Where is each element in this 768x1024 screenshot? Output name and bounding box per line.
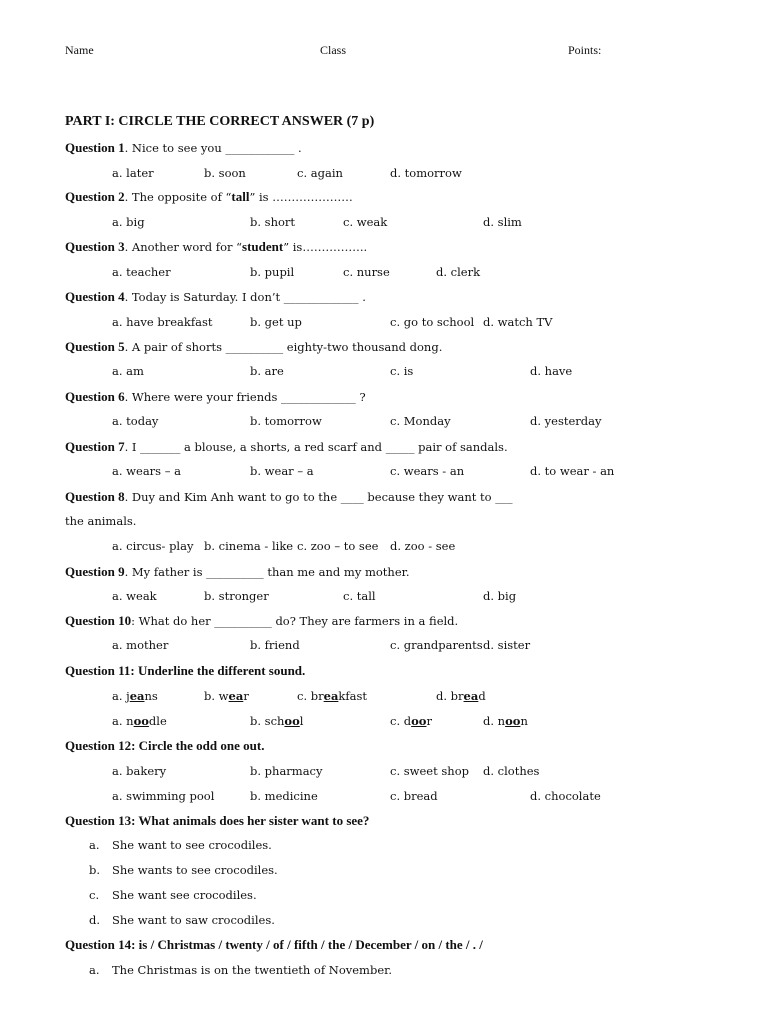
option-c[interactable]: c. Monday	[390, 414, 451, 428]
option-d[interactable]: d. tomorrow	[390, 166, 462, 180]
question-2	[65, 189, 353, 205]
question-text: . Nice to see you ____________ .	[124, 141, 302, 155]
option-b[interactable]: b. cinema - like	[204, 539, 294, 553]
question-3-options	[0, 265, 768, 281]
question-2-options	[0, 215, 768, 231]
option-d[interactable]: d. bread	[436, 689, 486, 703]
option-a[interactable]: a. jeans	[112, 689, 158, 703]
question-label: Question 3	[65, 239, 125, 254]
part-title: PART I: CIRCLE THE CORRECT ANSWER (7 p)	[65, 114, 375, 129]
option-b[interactable]: b. medicine	[250, 789, 318, 803]
question-text-post: ” is……………..	[283, 240, 368, 254]
option-a[interactable]: a. am	[112, 364, 144, 378]
question-text: . I _______ a blouse, a shorts, a red scarf and _____ pair of sandals.	[124, 440, 508, 454]
question-label: Question 6	[65, 389, 125, 404]
option-b[interactable]: b. are	[250, 364, 284, 378]
option-c[interactable]: c. grandparents	[390, 638, 483, 652]
question-text-post: ” is …………………	[249, 190, 353, 204]
question-label: Question 11: Underline the different sound.	[65, 663, 306, 678]
option-d[interactable]: d. chocolate	[530, 789, 601, 803]
option-d[interactable]: d. slim	[483, 215, 522, 229]
question-7-options	[0, 464, 768, 480]
question-label: Question 5	[65, 339, 125, 354]
option-d[interactable]: d. clothes	[483, 764, 540, 778]
option-b[interactable]: b. stronger	[204, 589, 269, 603]
option-a[interactable]: a. wears – a	[112, 464, 181, 478]
question-label: Question 9	[65, 564, 125, 579]
question-label: Question 13: What animals does her sister want to see?	[65, 813, 370, 828]
option-d[interactable]: d. big	[483, 589, 517, 603]
question-text-pre: . Another word for “	[124, 240, 243, 254]
question-12	[65, 738, 264, 754]
question-5-options	[0, 364, 768, 380]
class-label: Class	[320, 43, 347, 57]
question-keyword: student	[242, 239, 284, 254]
option-d[interactable]: d. clerk	[436, 265, 481, 279]
option-d[interactable]: d. noon	[483, 714, 528, 728]
question-label: Question 2	[65, 189, 125, 204]
option-a[interactable]: a. noodle	[112, 714, 167, 728]
question-text: . Where were your friends _____________ ?	[124, 390, 366, 404]
question-9-options	[0, 589, 768, 605]
question-label: Question 14: is / Christmas / twenty / of / fifth / the / December / on / the / . /	[65, 937, 483, 952]
question-text: . Duy and Kim Anh want to go to the ____ because they want to ___	[124, 490, 513, 504]
option-a[interactable]: a. mother	[112, 638, 169, 652]
option-d[interactable]: d. sister	[483, 638, 531, 652]
question-text: . Today is Saturday. I don’t _____________ .	[124, 290, 366, 304]
question-11-options-row-2	[0, 714, 768, 730]
question-7	[65, 439, 508, 455]
question-text: . My father is __________ than me and my mother.	[124, 565, 410, 579]
option-b[interactable]: b. get up	[250, 315, 302, 329]
question-13	[65, 813, 369, 829]
option-a[interactable]: a. swimming pool	[112, 789, 215, 803]
option-a[interactable]: a. later	[112, 166, 154, 180]
option-d[interactable]: d. have	[530, 364, 573, 378]
option-d[interactable]: d. yesterday	[530, 414, 602, 428]
option-c[interactable]: c. sweet shop	[390, 764, 469, 778]
question-1-options	[0, 166, 768, 182]
points-label: Points:	[568, 43, 602, 57]
question-keyword: tall	[231, 189, 250, 204]
question-text-pre: . The opposite of “	[124, 190, 232, 204]
question-12-options-row-1	[0, 764, 768, 780]
option-c[interactable]: c. zoo – to see	[297, 539, 379, 553]
question-9	[65, 564, 410, 580]
question-label: Question 7	[65, 439, 125, 454]
option-c[interactable]: c. is	[390, 364, 414, 378]
option-b[interactable]: b. friend	[250, 638, 300, 652]
question-12-options-row-2	[0, 789, 768, 805]
option-c[interactable]: c. nurse	[343, 265, 390, 279]
question-8	[65, 489, 513, 505]
option-c[interactable]: c. tall	[343, 589, 376, 603]
option-d[interactable]: d. to wear - an	[530, 464, 615, 478]
option-c[interactable]: c. weak	[343, 215, 388, 229]
option-b[interactable]: b. school	[250, 714, 304, 728]
option-b[interactable]: b. pupil	[250, 265, 295, 279]
question-10	[65, 613, 458, 629]
question-text-cont: the animals.	[65, 514, 137, 528]
question-label: Question 4	[65, 289, 125, 304]
option-c[interactable]: c. again	[297, 166, 343, 180]
question-6	[65, 389, 366, 405]
worksheet: Name Class Points: PART I: CIRCLE THE CORRECT ANSWER (7 p) Question 1. Nice to see you ____________ . a. later b. soon c. again d. tomorrow Question 2. The opposite of “tall” is ………………… a. big b. short c. weak d. slim Question 3. Another word for “student” is…………….. a. teacher b. pupil c. nurse d. clerk Question 4. Today is Saturday. I don’t _____________ . a. have breakfast b. get up c. go to school d. watch TV Question 5. A pair of shorts __________ eighty-two thousand dong. a. am b. are c. is d. have Question 6. Where were your friends _____________ ? a. today b. tomorrow c. Monday d. yesterday Question 7. I _______ a blouse, a shorts, a red scarf and _____ pair of sandals. a. wears – a b. wear – a c. wears - an d. to wear - an Question 8. Duy and Kim Anh want to go to the ____ because they want to ___ the animals. a. circus- play b. cinema - like c. zoo – to see d. zoo - see Question 9. My father is __________ than me and my mother. a. weak b. stronger c. tall d. big Question 10: What do her __________ do? They are farmers in a field. a. mother b. friend c. grandparents d. sister Question 11: Underline the different sound. a. jeans b. wear c. breakfast d. bread a. noodle b. school c. door d. noon Question 12: Circle the odd one out. a. bakery b. pharmacy c. sweet shop d. clothes a. swimming pool b. medicine c. bread d. chocolate Question 13: What animals does her sister want to see? a. She want to see crocodiles. b. She wants to see crocodiles. c. She want see crocodiles. d. She want to saw crocodiles. Question 14: is / Christmas / twenty / of / fifth / the / December / on / the / . / a. The Christmas is on the twentieth of November.	[0, 0, 768, 1024]
question-10-options	[0, 638, 768, 654]
question-label: Question 1	[65, 140, 125, 155]
question-3	[65, 239, 367, 255]
option-a[interactable]: a. today	[112, 414, 159, 428]
question-6-options	[0, 414, 768, 430]
question-label: Question 10	[65, 613, 132, 628]
question-label: Question 12: Circle the odd one out.	[65, 738, 265, 753]
option-b[interactable]: b. pharmacy	[250, 764, 323, 778]
question-label: Question 8	[65, 489, 125, 504]
name-label: Name	[65, 43, 94, 57]
option-b[interactable]: b. tomorrow	[250, 414, 322, 428]
option-c[interactable]: c. go to school	[390, 315, 475, 329]
option-d[interactable]: d. zoo - see	[390, 539, 456, 553]
question-4-options	[0, 315, 768, 331]
option-c[interactable]: c. bread	[390, 789, 438, 803]
option-b[interactable]: b. wear – a	[250, 464, 314, 478]
option-b[interactable]: b. wear	[204, 689, 249, 703]
question-8-options	[0, 539, 768, 555]
option-c[interactable]: c. door	[390, 714, 432, 728]
option-c[interactable]: c. wears - an	[390, 464, 465, 478]
question-11	[65, 663, 305, 679]
option-a[interactable]: a. have breakfast	[112, 315, 213, 329]
question-text: . A pair of shorts __________ eighty-two thousand dong.	[124, 340, 443, 354]
option-c[interactable]: c. breakfast	[297, 689, 368, 703]
option-a[interactable]: a. weak	[112, 589, 157, 603]
option-a[interactable]: a. circus- play	[112, 539, 194, 553]
question-8-continuation	[65, 514, 136, 528]
option-b[interactable]: b. soon	[204, 166, 246, 180]
question-11-options-row-1	[0, 689, 768, 705]
question-1	[65, 140, 302, 156]
question-4	[65, 289, 366, 305]
option-a[interactable]: a. bakery	[112, 764, 167, 778]
question-14	[65, 937, 483, 953]
option-a[interactable]: a. teacher	[112, 265, 171, 279]
option-b[interactable]: b. short	[250, 215, 296, 229]
option-d[interactable]: d. watch TV	[483, 315, 553, 329]
question-5	[65, 339, 442, 355]
question-text: : What do her __________ do? They are farmers in a field.	[131, 614, 459, 628]
option-a[interactable]: a. big	[112, 215, 145, 229]
